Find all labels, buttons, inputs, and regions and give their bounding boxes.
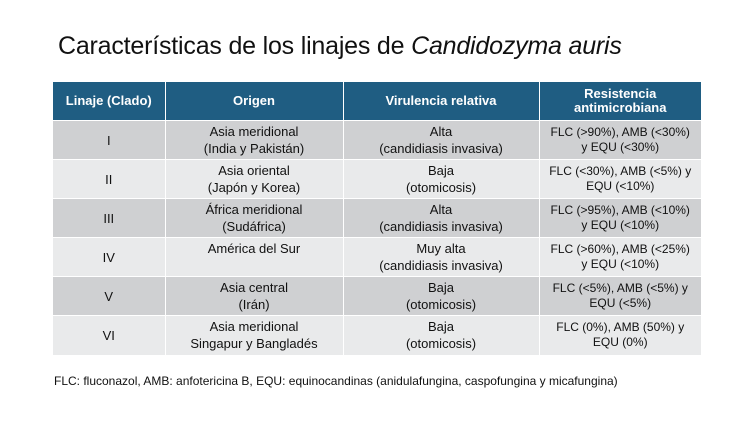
table-row — [53, 160, 701, 199]
origin-line1: Asia oriental — [218, 163, 290, 178]
resistance-line2: EQU (<10%) — [586, 179, 655, 193]
cell-virulence — [343, 121, 539, 160]
cell-lineage: III — [53, 199, 165, 238]
cell-resistance — [539, 277, 701, 316]
virulence-line2: (otomicosis) — [405, 180, 477, 195]
page-title — [58, 32, 622, 61]
virulence-line2: (candidiasis invasiva) — [379, 141, 503, 156]
origin-line1: Asia meridional — [209, 124, 299, 139]
resistance-line1: FLC (>90%), AMB (<30%) — [550, 125, 690, 139]
header-resistance-line1: Resistencia — [584, 86, 657, 101]
cell-origin — [165, 316, 343, 355]
table-header-row — [53, 82, 701, 121]
cell-resistance — [539, 199, 701, 238]
cell-virulence — [343, 316, 539, 355]
cell-origin — [165, 199, 343, 238]
virulence-line1: Baja — [427, 163, 455, 178]
header-resistance — [539, 82, 701, 121]
resistance-line1: FLC (0%), AMB (50%) y — [556, 320, 685, 334]
virulence-line2: (candidiasis invasiva) — [379, 258, 503, 273]
origin-line2: (Irán) — [238, 297, 270, 312]
virulence-line1: Alta — [429, 124, 453, 139]
virulence-line1: Baja — [427, 319, 455, 334]
origin-line1: Asia meridional — [209, 319, 299, 334]
origin-line2: Singapur y Bangladés — [190, 336, 318, 351]
header-origin: Origen — [165, 82, 343, 121]
origin-line2: (Sudáfrica) — [222, 219, 286, 234]
resistance-line1: FLC (>95%), AMB (<10%) — [550, 203, 690, 217]
cell-virulence — [343, 160, 539, 199]
lineages-table — [53, 82, 701, 355]
origin-line1: América del Sur — [207, 241, 301, 256]
virulence-line1: Muy alta — [416, 241, 466, 256]
title-species: Candidozyma auris — [411, 32, 622, 60]
cell-origin — [165, 238, 343, 277]
cell-lineage: VI — [53, 316, 165, 355]
resistance-line1: FLC (<30%), AMB (<5%) y — [549, 164, 692, 178]
header-resistance-line2: antimicrobiana — [574, 100, 667, 115]
virulence-line2: (candidiasis invasiva) — [379, 219, 503, 234]
resistance-line2: y EQU (<10%) — [581, 257, 660, 271]
cell-virulence — [343, 199, 539, 238]
virulence-line1: Baja — [427, 280, 455, 295]
cell-resistance — [539, 121, 701, 160]
cell-lineage: II — [53, 160, 165, 199]
origin-line2: (India y Pakistán) — [203, 141, 305, 156]
virulence-line2: (otomicosis) — [405, 297, 477, 312]
virulence-line2: (otomicosis) — [405, 336, 477, 351]
resistance-line2: EQU (0%) — [592, 335, 648, 349]
cell-origin — [165, 277, 343, 316]
cell-resistance — [539, 316, 701, 355]
cell-origin — [165, 121, 343, 160]
title-prefix: Características de los linajes de — [58, 32, 405, 60]
cell-lineage: V — [53, 277, 165, 316]
origin-line2: (Japón y Korea) — [207, 180, 301, 195]
table-row — [53, 238, 701, 277]
resistance-line2: EQU (<5%) — [589, 296, 652, 310]
table-row — [53, 277, 701, 316]
cell-lineage: I — [53, 121, 165, 160]
table-row — [53, 316, 701, 355]
cell-origin — [165, 160, 343, 199]
table-row — [53, 199, 701, 238]
virulence-line1: Alta — [429, 202, 453, 217]
footnote: FLC: fluconazol, AMB: anfotericina B, EQU: equinocandinas (anidulafungina, caspofungina y micafungina) — [54, 374, 618, 388]
table-row — [53, 121, 701, 160]
resistance-line1: FLC (<5%), AMB (<5%) y — [552, 281, 688, 295]
cell-virulence — [343, 238, 539, 277]
resistance-line2: y EQU (<10%) — [581, 218, 660, 232]
cell-virulence — [343, 277, 539, 316]
header-virulence: Virulencia relativa — [343, 82, 539, 121]
cell-resistance — [539, 160, 701, 199]
resistance-line2: y EQU (<30%) — [581, 140, 660, 154]
cell-lineage: IV — [53, 238, 165, 277]
cell-resistance — [539, 238, 701, 277]
header-lineage: Linaje (Clado) — [53, 82, 165, 121]
origin-line1: África meridional — [205, 202, 303, 217]
origin-line1: Asia central — [220, 280, 288, 295]
resistance-line1: FLC (>60%), AMB (<25%) — [550, 242, 690, 256]
